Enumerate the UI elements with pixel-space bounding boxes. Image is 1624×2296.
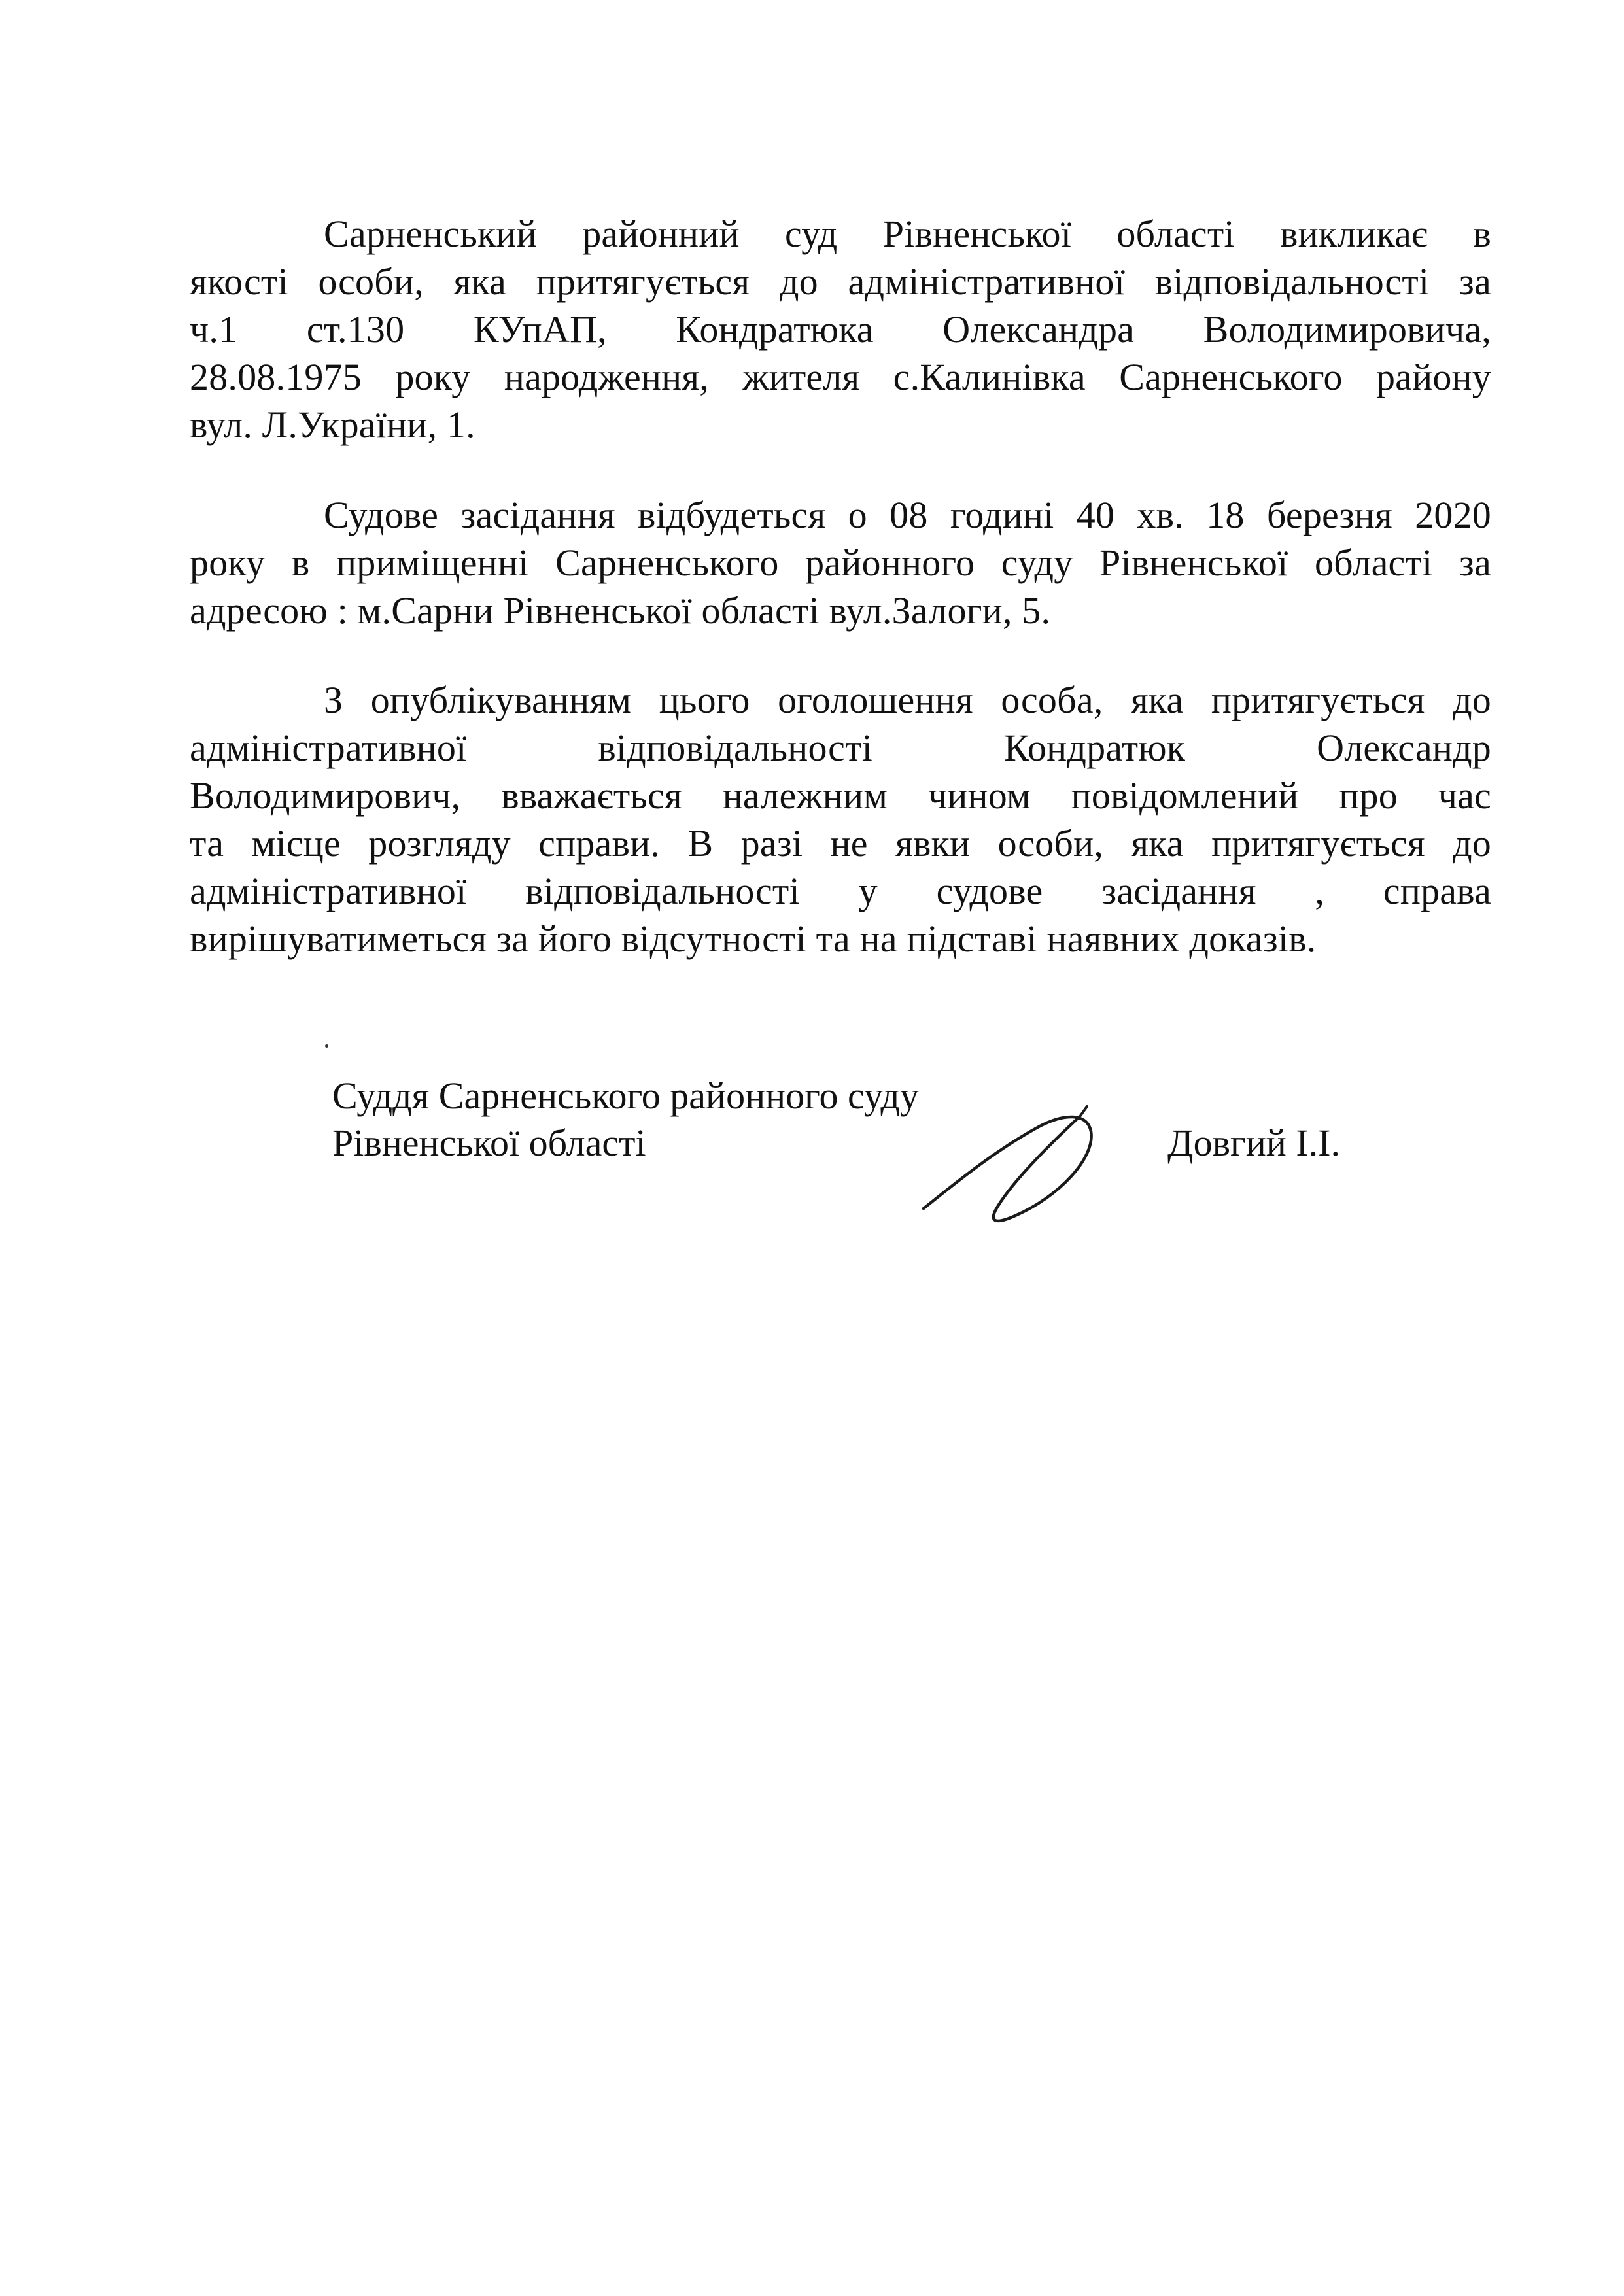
handwritten-signature [916, 1086, 1112, 1236]
paragraph-1-line-4: 28.08.1975 року народження, жителя с.Калинівка Сарненського району [190, 356, 1491, 398]
paragraph-1-line-1: Сарненський районний суд Рівненської області викликає в [324, 213, 1491, 255]
paragraph-2-line-3: адресою : м.Сарни Рівненської області вул.Залоги, 5. [190, 589, 1051, 632]
paragraph-3-line-4: та місце розгляду справи. В разі не явки особи, яка притягується до [190, 822, 1491, 865]
judge-name: Довгий І.І. [1167, 1122, 1340, 1164]
paragraph-1-line-5: вул. Л.України, 1. [190, 403, 475, 446]
judge-title-line-1: Суддя Сарненського районного суду [332, 1074, 919, 1117]
judge-title-line-2: Рівненської області [332, 1122, 646, 1164]
paragraph-1-line-2: якості особи, яка притягується до адміністративної відповідальності за [190, 260, 1491, 303]
paragraph-2-line-1: Судове засідання відбудеться о 08 годині 40 хв. 18 березня 2020 [324, 494, 1491, 536]
paragraph-3-line-1: З опублікуванням цього оголошення особа, яка притягується до [324, 679, 1491, 721]
paragraph-2-line-2: року в приміщенні Сарненського районного суду Рівненської області за [190, 541, 1491, 584]
paragraph-3-line-2: адміністративної відповідальності Кондратюк Олександр [190, 727, 1491, 769]
scan-speck [325, 1044, 328, 1048]
paragraph-3-line-5: адміністративної відповідальності у судове засідання , справа [190, 870, 1491, 912]
paragraph-3-line-6: вирішуватиметься за його відсутності та на підставі наявних доказів. [190, 917, 1317, 960]
paragraph-1-line-3: ч.1 ст.130 КУпАП, Кондратюка Олександра Володимировича, [190, 308, 1491, 351]
paragraph-3-line-3: Володимирович, вважається належним чином повідомлений про час [190, 774, 1491, 817]
